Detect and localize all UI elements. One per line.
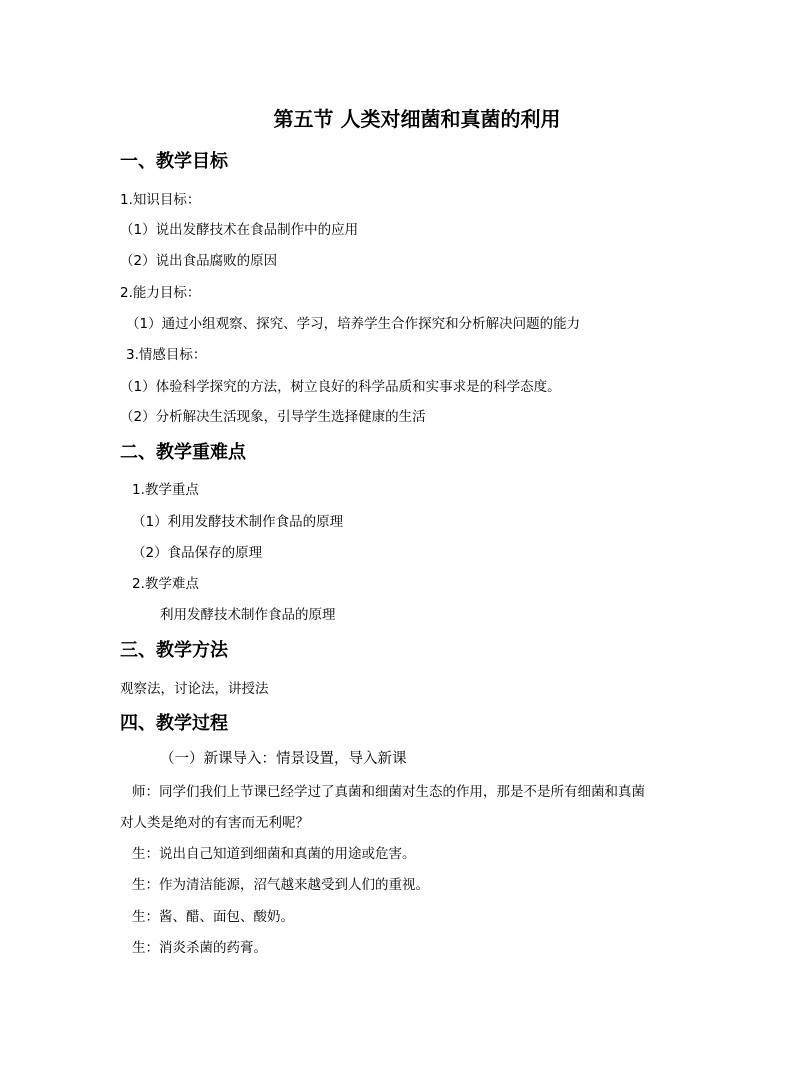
text-line: 2.能力目标： [120, 285, 201, 301]
text-line: 生：说出自己知道到细菌和真菌的用途或危害。 [132, 846, 416, 862]
text-line: （1）说出发酵技术在食品制作中的应用 [120, 222, 359, 238]
text-line: 对人类是绝对的有害而无利呢？ [120, 815, 309, 831]
text-line: 观察法，讨论法，讲授法 [120, 681, 269, 697]
page-title: 第五节 人类对细菌和真菌的利用 [273, 107, 561, 131]
text-line: 生：消炎杀菌的药膏。 [132, 940, 267, 956]
text-line: 利用发酵技术制作食品的原理 [160, 607, 336, 623]
text-line: （2）食品保存的原理 [132, 545, 263, 561]
text-line: （2）说出食品腐败的原因 [120, 253, 278, 269]
text-line: （1）通过小组观察、探究、学习，培养学生合作探究和分析解决问题的能力 [126, 316, 581, 332]
text-line: 3.情感目标： [126, 347, 207, 363]
section-heading-key-points: 二、教学重难点 [120, 442, 246, 463]
section-heading-process: 四、教学过程 [120, 713, 228, 734]
text-line: （一）新课导入：情景设置，导入新课 [160, 751, 407, 767]
text-line: （1）体验科学探究的方法，树立良好的科学品质和实事求是的科学态度。 [120, 379, 561, 395]
section-heading-methods: 三、教学方法 [120, 640, 228, 661]
text-line: 师：同学们我们上节课已经学过了真菌和细菌对生态的作用，那是不是所有细菌和真菌 [132, 784, 645, 800]
text-line: （1）利用发酵技术制作食品的原理 [132, 514, 344, 530]
text-line: 2.教学难点 [132, 576, 199, 592]
text-line: 生：酱、醋、面包、酸奶。 [132, 909, 294, 925]
section-heading-objectives: 一、教学目标 [120, 151, 228, 172]
text-line: 1.教学重点 [132, 482, 199, 498]
text-line: （2）分析解决生活现象，引导学生选择健康的生活 [120, 409, 426, 425]
text-line: 1.知识目标： [120, 192, 201, 208]
text-line: 生：作为清洁能源，沼气越来越受到人们的重视。 [132, 877, 429, 893]
